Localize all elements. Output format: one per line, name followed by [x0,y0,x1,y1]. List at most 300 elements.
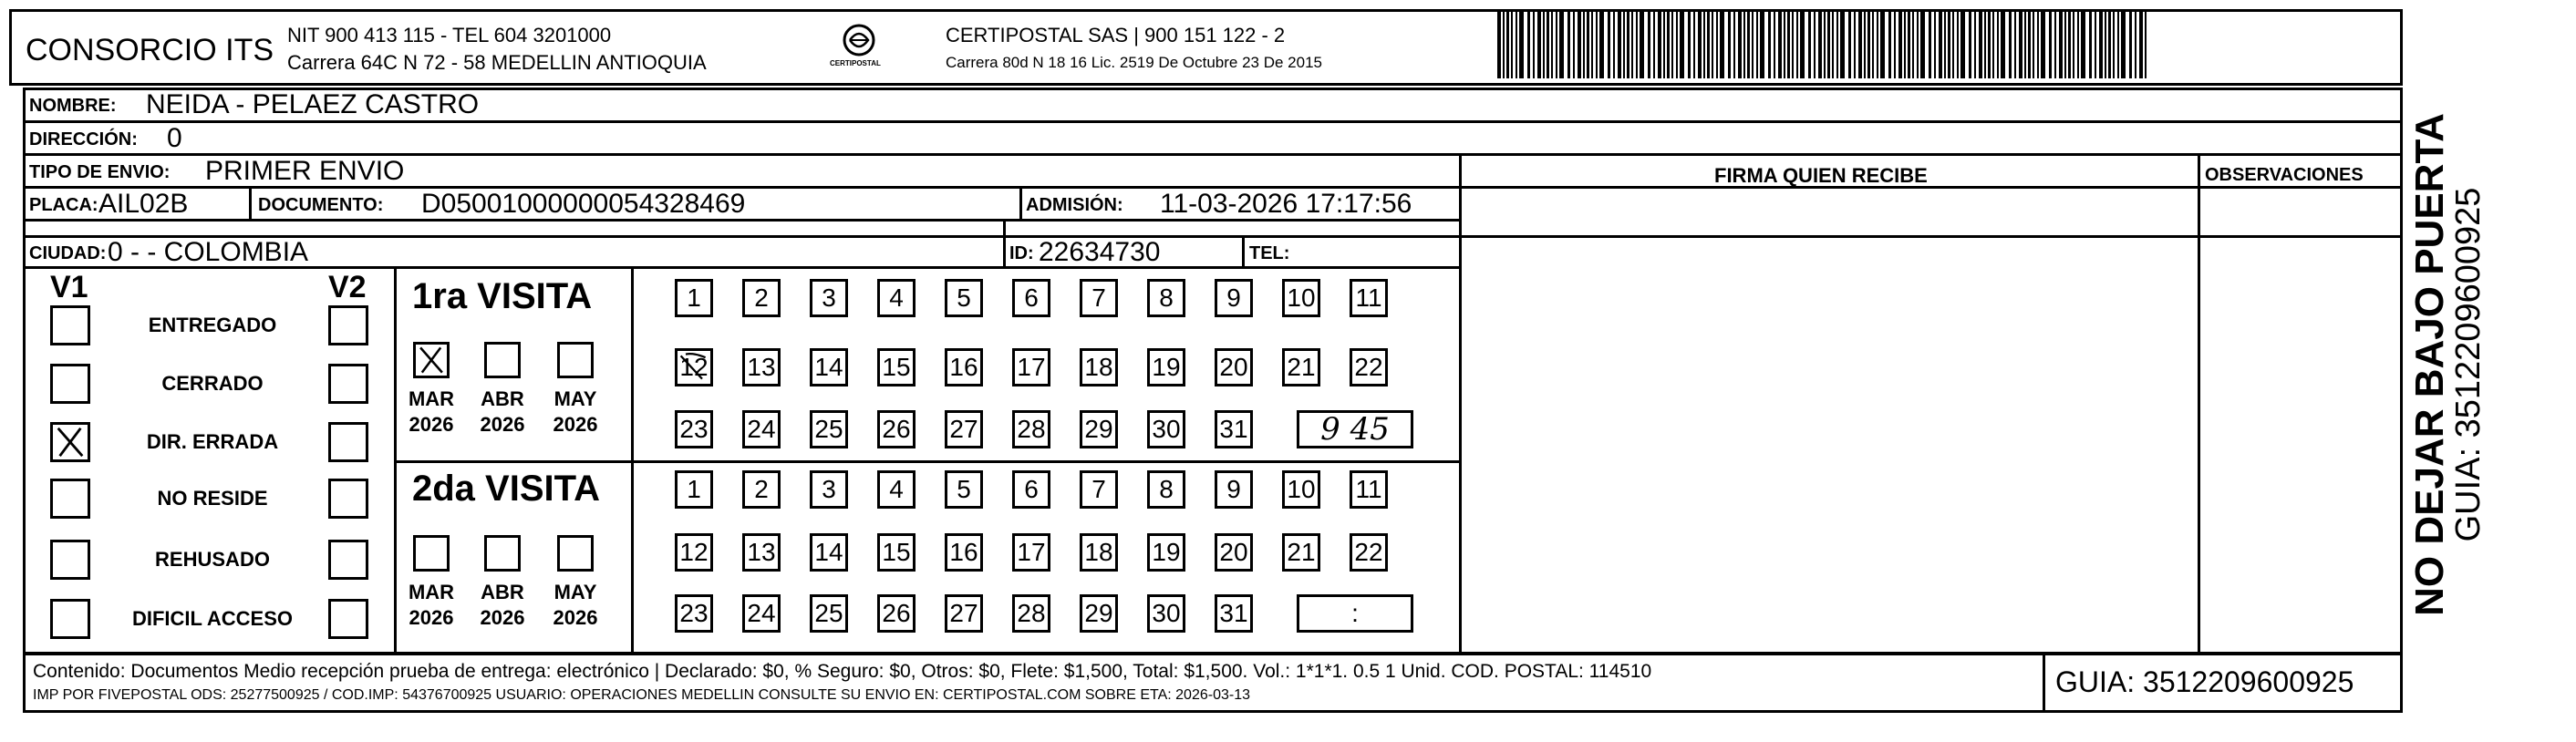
first-visit-day-box[interactable] [1147,279,1185,317]
certipostal-line1: CERTIPOSTAL SAS | 900 151 122 - 2 [946,24,1286,46]
second-visit-day-box[interactable] [945,470,983,509]
v2-label: V2 [328,270,367,304]
direccion-value: 0 [167,123,182,153]
barcode-bar [1587,11,1589,78]
barcode-bar [1676,11,1678,78]
second-month-label: MAR [408,581,455,603]
second-visit-day-box[interactable] [742,594,781,633]
company-address: Carrera 64C N 72 - 58 MEDELLIN ANTIOQUIA [287,51,707,74]
day-number: 25 [814,415,843,443]
barcode-bar [1648,11,1650,78]
barcode-bar [1939,11,1942,78]
day-number: 25 [814,599,843,627]
side-guia: GUIA: 3512209600925 [2449,187,2488,542]
second-visit-day-box[interactable] [1080,533,1118,572]
barcode-bar [1858,11,1862,78]
second-visit-day-box[interactable] [742,533,781,572]
day-number: 18 [1084,353,1113,381]
id-label: ID: [1009,243,1034,263]
second-visit-day-box[interactable] [1012,470,1050,509]
col-line [1242,235,1245,266]
barcode-bar [1559,11,1564,78]
col-line [1459,153,1462,654]
day-number: 6 [1024,475,1039,503]
day-number: 11 [1355,283,1382,312]
second-visit-day-box[interactable] [877,594,916,633]
day-number: 6 [1024,283,1039,312]
first-visit-day-box[interactable] [945,348,983,386]
row-line [23,120,2403,123]
barcode-bar [1578,11,1581,78]
barcode-bar [1573,11,1575,78]
barcode-bar [1944,11,1946,78]
barcode-bar [1784,11,1785,78]
barcode-bar [1992,11,1994,78]
barcode-bar [1516,11,1517,78]
barcode-bar [1894,11,1896,78]
time-text: : [1351,599,1359,627]
barcode-bar [1979,11,1982,78]
barcode [1495,11,2152,85]
barcode-bar [1716,11,1718,78]
day-number: 4 [889,283,904,312]
side-vertical-text [2407,109,2489,620]
barcode-bar [1960,11,1965,78]
v1-checkbox-1[interactable] [50,364,90,404]
second-month-label: MAY [553,581,597,603]
barcode-bar [1867,11,1870,78]
footer-line2: IMP POR FIVEPOSTAL ODS: 25277500925 / COD.IMP: 54376700925 USUARIO: OPERACIONES MEDELLIN CONSULTE SU ENVIO EN: CERTIPOSTAL.COM SOBRE ETA: 2026-03-13 [33,687,1250,703]
certipostal-logo-text: CERTIPOSTAL [830,59,881,67]
barcode-bar [1608,11,1610,78]
day-number: 7 [1091,475,1106,503]
barcode-bar [1707,11,1710,78]
documento-label: DOCUMENTO: [258,195,384,215]
second-visit-day-box[interactable] [1215,594,1253,633]
barcode-bar [2009,11,2012,78]
barcode-bar [1596,11,1598,78]
barcode-bar [1917,11,1919,78]
barcode-bar [2077,11,2079,78]
day-number: 30 [1152,415,1181,443]
barcode-bar [2054,11,2056,78]
v2-checkbox-0[interactable] [328,305,368,345]
v1-checkbox-5[interactable] [50,599,90,639]
second-visit-day-box[interactable] [675,533,713,572]
barcode-bar [1787,11,1790,78]
day-number: 24 [747,415,776,443]
row-line [23,235,2403,238]
barcode-bar [2073,11,2074,78]
barcode-bar [2037,11,2039,78]
barcode-bar [1519,11,1524,78]
second-visit-title: 2da VISITA [412,469,600,509]
barcode-bar [2113,11,2115,78]
second-visit-day-box[interactable] [1147,470,1185,509]
nombre-value: NEIDA - PELAEZ CASTRO [146,89,480,119]
day-number: 20 [1219,538,1248,566]
barcode-bar [1904,11,1906,78]
status-label-3: NO RESIDE [157,487,268,510]
tipo-envio-value: PRIMER ENVIO [205,156,405,186]
first-visit-day-box[interactable] [810,348,848,386]
barcode-bar [2001,11,2005,78]
barcode-bar [1752,11,1754,78]
second-month-label: ABR [481,581,524,603]
footer-line1: Contenido: Documentos Medio recepción prueba de entrega: electrónico | Declarado: $0, % Seguro: $0, Otros: $0, Flete: $1,500, Total: $1,500. Vol.: 1*1*1. 0.5 1 Unid. COD. POSTAL: 114510 [33,661,1652,682]
day-number: 12 [679,353,709,381]
col-line [249,186,252,219]
v1-checkbox-0[interactable] [50,305,90,345]
barcode-bar [1864,11,1866,78]
status-label-1: CERRADO [161,372,264,395]
first-visit-day-box[interactable] [1350,348,1388,386]
day-number: 28 [1017,599,1046,627]
barcode-bar [1908,11,1910,78]
company-nit: NIT 900 413 115 - TEL 604 3201000 [287,24,612,46]
day-number: 1 [687,283,701,312]
barcode-bar [2129,11,2132,78]
first-visit-day-box[interactable] [742,348,781,386]
second-year-label: 2026 [409,606,454,629]
footer-divider [2043,653,2045,713]
barcode-bar [2059,11,2063,78]
barcode-bar [1836,11,1838,78]
first-visit-day-box[interactable] [1012,279,1050,317]
first-visit-day-box[interactable] [1147,348,1185,386]
first-visit-day-box[interactable] [1350,279,1388,317]
barcode-bar [1503,11,1505,78]
barcode-bar [1527,11,1530,78]
second-visit-day-box[interactable] [675,594,713,633]
first-visit-day-box[interactable] [1012,410,1050,448]
first-visit-day-box[interactable] [1215,279,1253,317]
first-month-checkbox-mar[interactable] [413,342,450,378]
barcode-bar [1599,11,1604,78]
day-number: 21 [1287,353,1316,381]
day-number: 27 [949,599,978,627]
barcode-bar [1760,11,1764,78]
first-visit-day-box[interactable] [1215,348,1253,386]
day-number: 9 [1226,283,1241,312]
barcode-bar [1934,11,1936,78]
day-number: 10 [1287,283,1316,312]
barcode-bar [1832,11,1834,78]
second-visit-day-box[interactable] [1147,533,1185,572]
barcode-bar [1888,11,1891,78]
second-visit-day-box[interactable] [1080,594,1118,633]
barcode-bar [2014,11,2016,78]
second-visit-day-box[interactable] [1350,533,1388,572]
visits-divider [631,266,634,653]
day-number: 30 [1152,599,1181,627]
barcode-bar [1583,11,1585,78]
first-visit-day-box[interactable] [1147,410,1185,448]
first-visit-day-box[interactable] [1080,348,1118,386]
first-visit-time-box[interactable] [1297,410,1413,448]
second-visit-day-box[interactable] [675,470,713,509]
barcode-bar [1533,11,1535,78]
first-visit-day-box[interactable] [742,279,781,317]
day-number: 5 [957,283,971,312]
first-month-checkbox-abr[interactable] [484,342,521,378]
barcode-bar [1800,11,1805,78]
day-number: 19 [1152,538,1181,566]
ciudad-value: 0 - - COLOMBIA [108,237,309,267]
second-visit-day-box[interactable] [877,533,916,572]
first-visit-day-box[interactable] [810,410,848,448]
barcode-bar [1497,11,1501,78]
first-month-label: MAY [553,387,597,410]
admision-label: ADMISIÓN: [1026,195,1123,215]
second-month-checkbox-abr[interactable] [484,535,521,572]
tel-label: TEL: [1249,243,1290,263]
barcode-bar [2099,11,2103,78]
barcode-bar [1738,11,1742,78]
second-visit-day-box[interactable] [810,533,848,572]
barcode-bar [2064,11,2066,78]
v2-checkbox-3[interactable] [328,479,368,519]
barcode-bar [2019,11,2023,78]
second-visit-day-box[interactable] [742,470,781,509]
second-year-label: 2026 [553,606,598,629]
barcode-bar [1547,11,1549,78]
day-number: 27 [949,415,978,443]
firma-label: FIRMA QUIEN RECIBE [1714,164,1928,187]
day-number: 12 [679,538,709,566]
second-visit-day-box[interactable] [1012,594,1050,633]
first-visit-title: 1ra VISITA [412,276,593,316]
barcode-bar [2139,11,2143,78]
day-number: 16 [949,353,978,381]
day-number: 7 [1091,283,1106,312]
day-number: 29 [1084,599,1113,627]
first-month-label: ABR [481,387,524,410]
second-visit-day-box[interactable] [1080,470,1118,509]
barcode-bar [1667,11,1670,78]
barcode-bar [1567,11,1570,78]
barcode-bar [2068,11,2071,78]
placa-value: AIL02B [98,189,189,219]
day-number: 1 [687,475,701,503]
day-number: 15 [882,353,911,381]
barcode-bar [2049,11,2052,78]
second-visit-day-box[interactable] [945,533,983,572]
barcode-bar [1818,11,1822,78]
barcode-bar [2105,11,2106,78]
day-number: 10 [1287,475,1316,503]
barcode-bar [1511,11,1513,78]
v2-checkbox-2[interactable] [328,422,368,462]
first-visit-day-box[interactable] [1215,410,1253,448]
certipostal-line2: Carrera 80d N 18 16 Lic. 2519 De Octubre 23 De 2015 [946,54,1322,71]
day-number: 5 [957,475,971,503]
barcode-bar [1920,11,1925,78]
day-number: 2 [754,283,769,312]
first-visit-day-box[interactable] [675,348,713,386]
v1-label: V1 [50,270,88,304]
barcode-bar [1688,11,1691,78]
first-month-checkbox-may[interactable] [557,342,594,378]
first-visit-day-box[interactable] [810,279,848,317]
first-visit-day-box[interactable] [1080,279,1118,317]
barcode-bar [1854,11,1856,78]
barcode-bar [1814,11,1816,78]
nombre-label: NOMBRE: [29,96,117,116]
barcode-bar [1556,11,1557,78]
second-visit-day-box[interactable] [1350,470,1388,509]
first-visit-day-box[interactable] [1012,348,1050,386]
status-label-4: REHUSADO [155,548,270,571]
second-visit-day-box[interactable] [1282,533,1320,572]
second-visit-day-box[interactable] [1012,533,1050,572]
barcode-bar [1957,11,1959,78]
direccion-label: DIRECCIÓN: [29,129,138,149]
second-month-checkbox-may[interactable] [557,535,594,572]
day-number: 29 [1084,415,1113,443]
day-number: 31 [1219,599,1248,627]
barcode-bar [1880,11,1885,78]
visits-divider [394,460,1459,463]
first-visit-day-box[interactable] [1080,410,1118,448]
second-visit-day-box[interactable] [810,470,848,509]
second-visit-time-box[interactable] [1297,594,1413,633]
first-visit-day-box[interactable] [877,279,916,317]
barcode-bar [2081,11,2085,78]
day-number: 9 [1226,475,1241,503]
barcode-bar [1840,11,1845,78]
v2-checkbox-5[interactable] [328,599,368,639]
barcode-bar [1537,11,1541,78]
observaciones-label: OBSERVACIONES [2205,165,2364,185]
barcode-bar [1768,11,1771,78]
day-number: 23 [679,599,709,627]
day-number: 26 [882,415,911,443]
tipo-envio-label: TIPO DE ENVIO: [29,162,171,182]
status-label-5: DIFICIL ACCESO [131,607,293,630]
barcode-bar [2145,11,2147,78]
day-number: 23 [679,415,709,443]
barcode-bar [2095,11,2096,78]
barcode-bar [1848,11,1851,78]
day-number: 3 [822,283,836,312]
second-visit-day-box[interactable] [877,470,916,509]
first-visit-day-box[interactable] [675,410,713,448]
barcode-bar [1824,11,1826,78]
day-number: 18 [1084,538,1113,566]
day-number: 19 [1152,353,1181,381]
barcode-bar [1792,11,1794,78]
day-number: 28 [1017,415,1046,443]
first-year-label: 2026 [480,413,525,436]
admision-value: 11-03-2026 17:17:56 [1160,189,1412,219]
second-visit-day-box[interactable] [1147,594,1185,633]
time-text: 9 45 [1320,411,1390,448]
day-number: 17 [1017,538,1046,566]
second-visit-day-box[interactable] [810,594,848,633]
barcode-bar [1693,11,1695,78]
day-number: 8 [1159,475,1174,503]
day-number: 22 [1354,538,1383,566]
first-visit-day-box[interactable] [945,410,983,448]
first-month-label: MAR [408,387,455,410]
barcode-bar [1969,11,1971,78]
barcode-bar [1712,11,1713,78]
col-line [1003,219,1006,266]
barcode-bar [1627,11,1629,78]
day-number: 26 [882,599,911,627]
second-month-checkbox-mar[interactable] [413,535,450,572]
second-visit-day-box[interactable] [1215,470,1253,509]
barcode-bar [1743,11,1745,78]
barcode-bar [1997,11,1999,78]
first-visit-day-box[interactable] [877,348,916,386]
handwritten-mark-icon [678,351,710,384]
second-visit-day-box[interactable] [1282,470,1320,509]
barcode-bar [1796,11,1798,78]
barcode-bar [1774,11,1775,78]
barcode-bar [2135,11,2136,78]
barcode-bar [1872,11,1874,78]
barcode-bar [2033,11,2034,78]
day-number: 3 [822,475,836,503]
id-value: 22634730 [1039,237,1161,267]
first-visit-day-box[interactable] [742,410,781,448]
barcode-bar [1974,11,1976,78]
barcode-bar [2028,11,2031,78]
day-number: 24 [747,599,776,627]
day-number: 22 [1354,353,1383,381]
second-visit-day-box[interactable] [945,594,983,633]
barcode-bar [1663,11,1665,78]
day-number: 20 [1219,353,1248,381]
first-visit-day-box[interactable] [945,279,983,317]
barcode-bar [1613,11,1615,78]
documento-value: D05001000000054328469 [421,189,746,219]
barcode-bar [1988,11,1991,78]
v2-checkbox-1[interactable] [328,364,368,404]
day-number: 11 [1355,475,1382,503]
v1-checkbox-3[interactable] [50,479,90,519]
second-visit-day-box[interactable] [1215,533,1253,572]
v1-checkbox-4[interactable] [50,540,90,580]
barcode-bar [1747,11,1750,78]
first-visit-day-box[interactable] [1282,348,1320,386]
first-visit-day-box[interactable] [675,279,713,317]
barcode-bar [1623,11,1625,78]
company-name: CONSORCIO ITS [26,33,274,67]
barcode-bar [1929,11,1931,78]
barcode-bar [1948,11,1950,78]
v1-checkbox-2[interactable] [50,422,90,462]
col-line [1019,186,1022,219]
first-visit-day-box[interactable] [877,410,916,448]
barcode-bar [1640,11,1644,78]
first-visit-day-box[interactable] [1282,279,1320,317]
barcode-bar [1720,11,1724,78]
day-number: 31 [1219,415,1248,443]
barcode-bar [1703,11,1705,78]
v2-checkbox-4[interactable] [328,540,368,580]
barcode-bar [1591,11,1593,78]
footer-guia: GUIA: 3512209600925 [2055,665,2354,698]
day-number: 15 [882,538,911,566]
barcode-bar [1808,11,1811,78]
barcode-bar [2089,11,2092,78]
barcode-bar [2121,11,2126,78]
barcode-bar [1984,11,1986,78]
status-label-2: DIR. ERRADA [146,430,279,453]
